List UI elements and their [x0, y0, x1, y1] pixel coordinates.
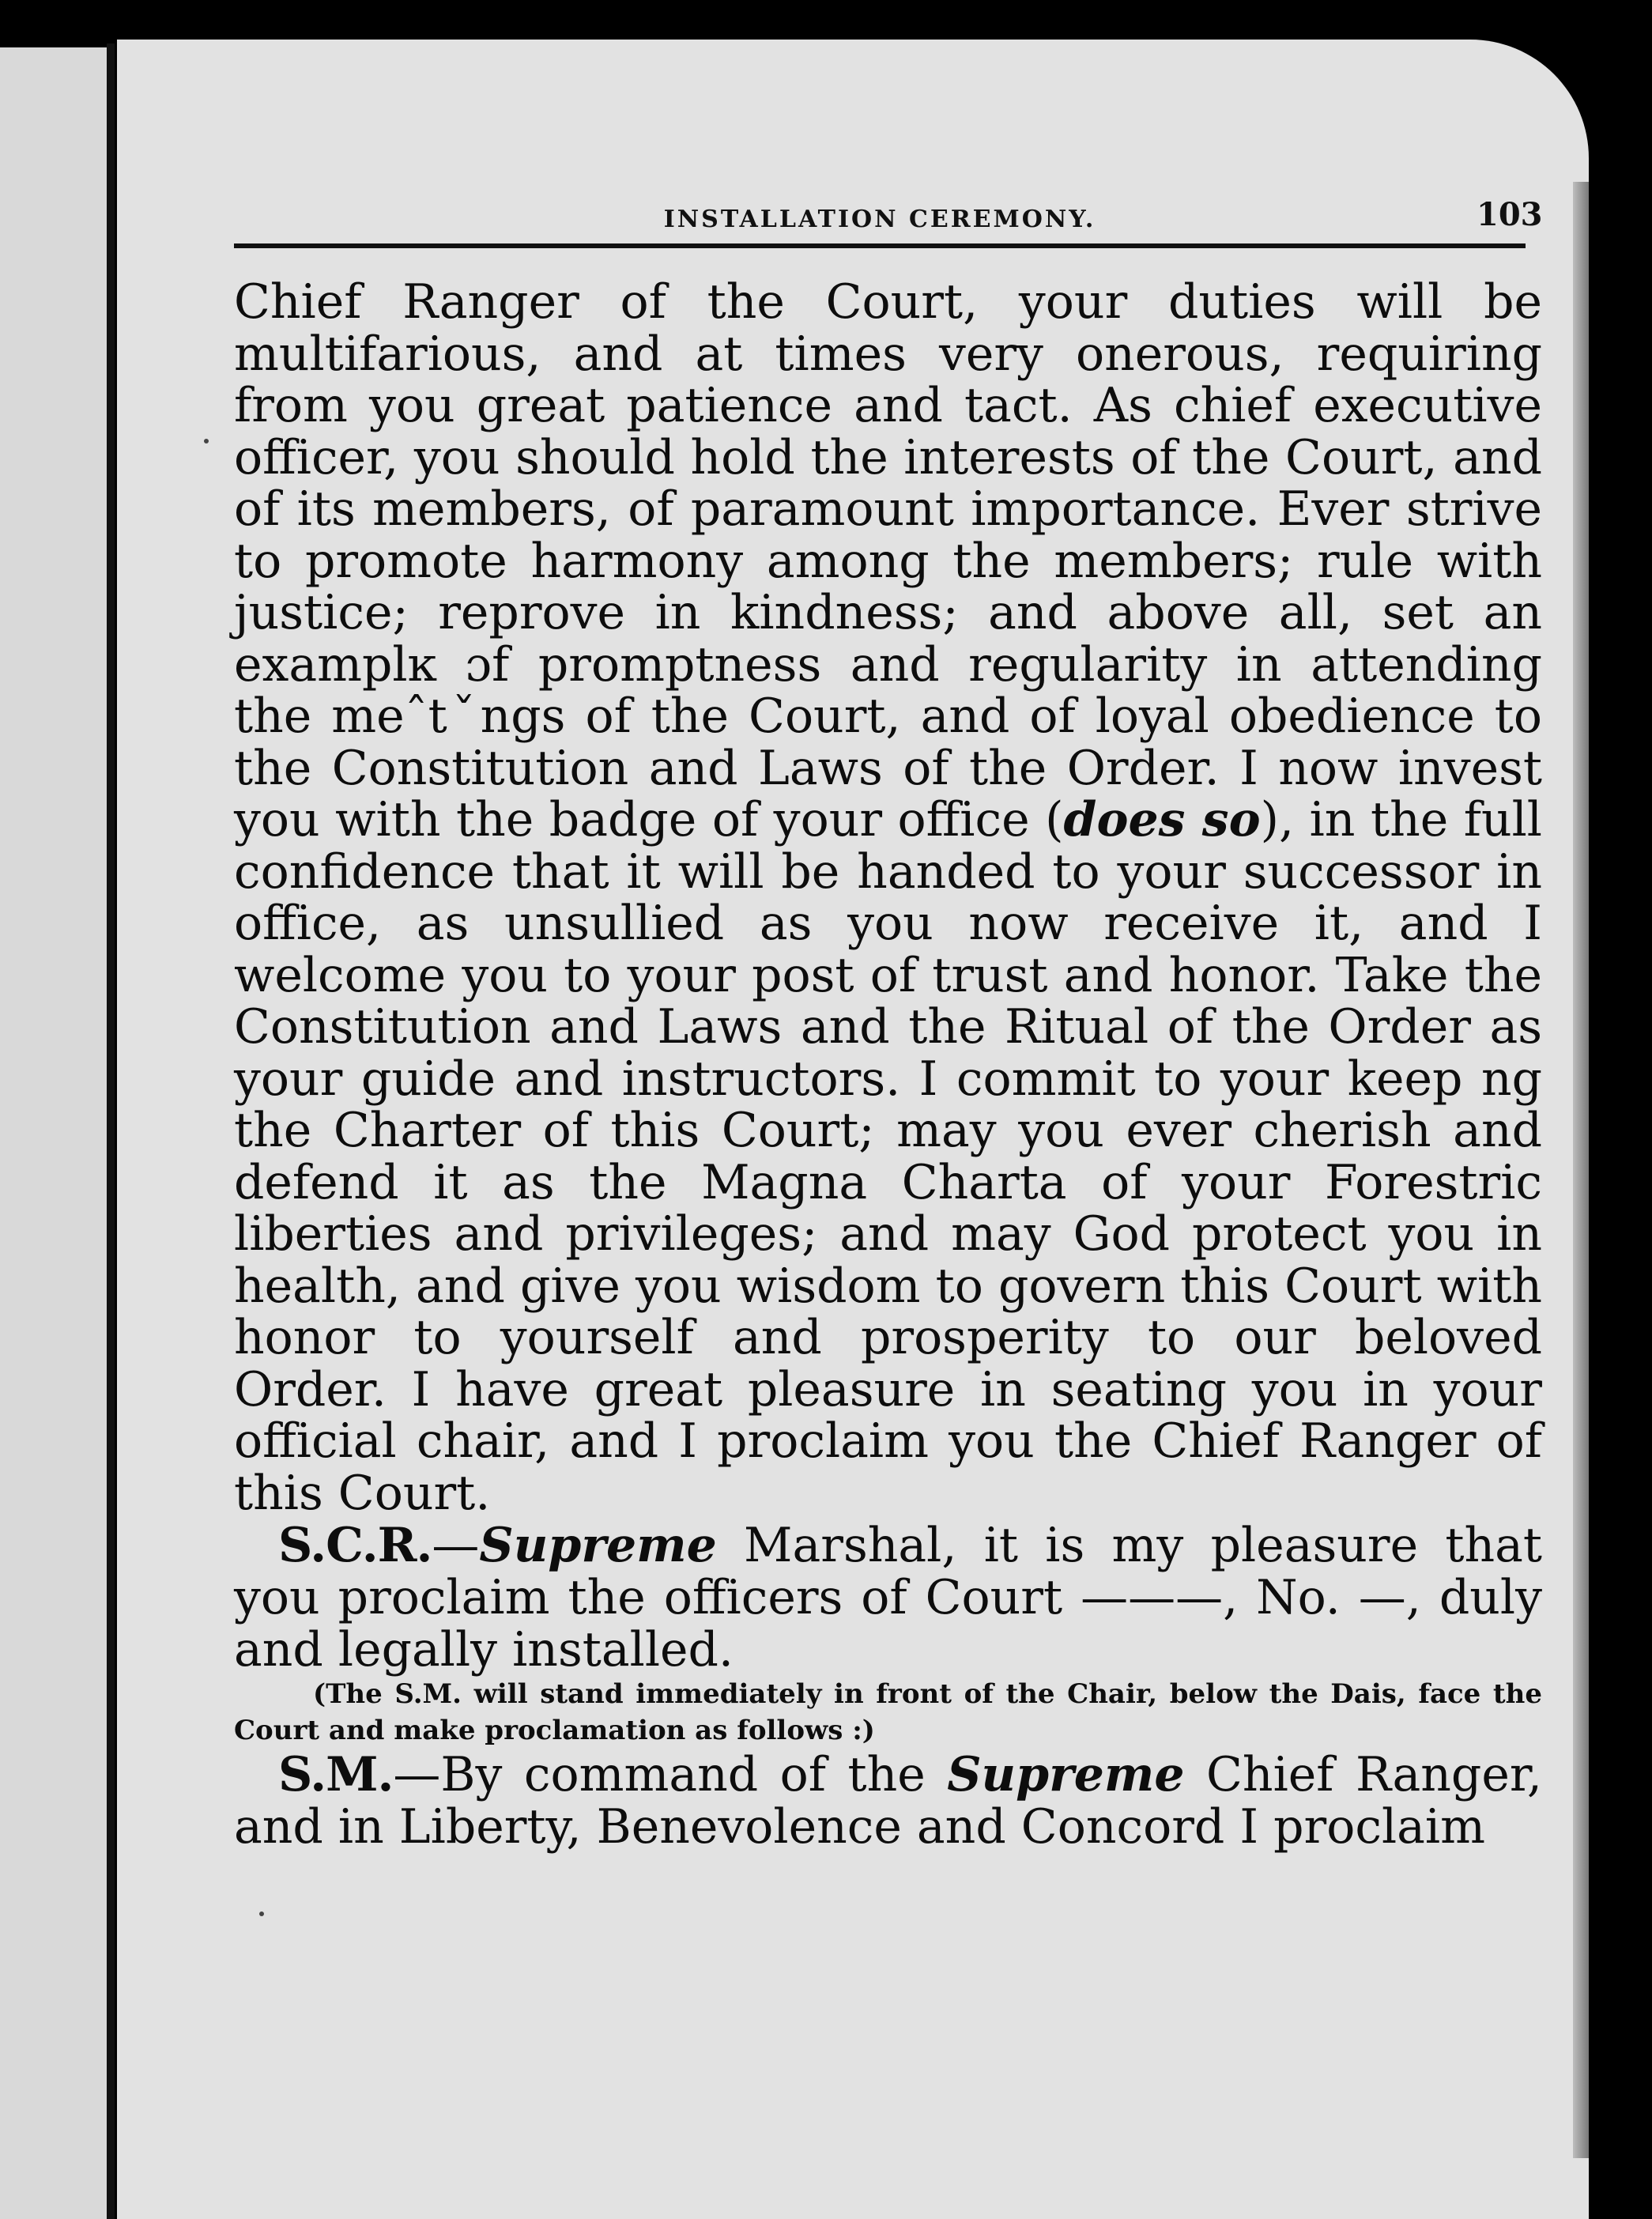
paragraph-sm — [234, 1749, 1542, 1853]
print-speck — [259, 1911, 264, 1916]
paragraph-charge-text: Chief Ranger of the Court, your duties will be multifarious, and at times very onerous, requiring from you great patience and tact. As chief executive officer, you should hold the interests of the Court, and of its members, of paramount importance. Ever strive to promote harmony among the members; rule with justice; reprove in kindness; and above all, set an examplĸ ɔf promptness and regularity in attending the meˆtˇngs of the Court, and of loyal obedience to the Constitution and Laws of the Order. I now invest you with the badge of your office ( — [234, 274, 1542, 847]
header-rule — [234, 243, 1526, 248]
page-header — [236, 158, 1543, 245]
stage-italic-does-so: does so — [1063, 792, 1261, 847]
paragraph-sm-text: Chief Ranger, and in Liberty, Benevolence and Concord I proclaim — [234, 1747, 1542, 1855]
page-body — [234, 274, 1542, 1855]
paragraph-sm-lead: —By command of the — [393, 1747, 948, 1802]
paragraph-scr-text: Marshal, it is my pleasure that you proclaim the officers of Court ———, No. —, duly and legally installed. — [234, 1518, 1542, 1677]
stage-direction: (The S.M. will stand immediately in front of the Chair, below the Dais, face the Court and make proclamation as follows :) — [234, 1678, 1542, 1746]
paragraph-charge-text-end: ), in the full confidence that it will be handed to your successor in office, as unsullied as you now receive it, and I welcome you to your post of trust and honor. Take the Constitution and Laws and the Ritual of the Order as your guide and instructors. I commit to your keep ng the Charter of this Court; may you ever cherish and defend it as the Magna Charta of your Forestric liberties and privileges; and may God protect you in health, and give you wisdom to govern this Court with honor to yourself and prosperity to our beloved Order. I have great pleasure in seating you in your official chair, and I proclaim you the Chief Ranger of this Court. — [234, 792, 1542, 1521]
book-gutter — [107, 43, 115, 2219]
page-edge-shadow — [1573, 182, 1589, 2158]
speaker-scr: S.C.R. — [278, 1518, 432, 1573]
speaker-sm: S.M. — [278, 1747, 394, 1802]
page-number: 103 — [1477, 196, 1543, 233]
paragraph-charge — [234, 274, 1542, 1521]
book-page — [117, 40, 1589, 2219]
paragraph-scr — [234, 1519, 1542, 1676]
dash: — — [432, 1518, 480, 1573]
italic-supreme: Supreme — [479, 1518, 717, 1573]
italic-supreme-2: Supreme — [947, 1747, 1185, 1802]
running-head: INSTALLATION CEREMONY. — [663, 206, 1096, 233]
print-speck — [204, 439, 209, 443]
facing-page-edge — [0, 47, 107, 2219]
